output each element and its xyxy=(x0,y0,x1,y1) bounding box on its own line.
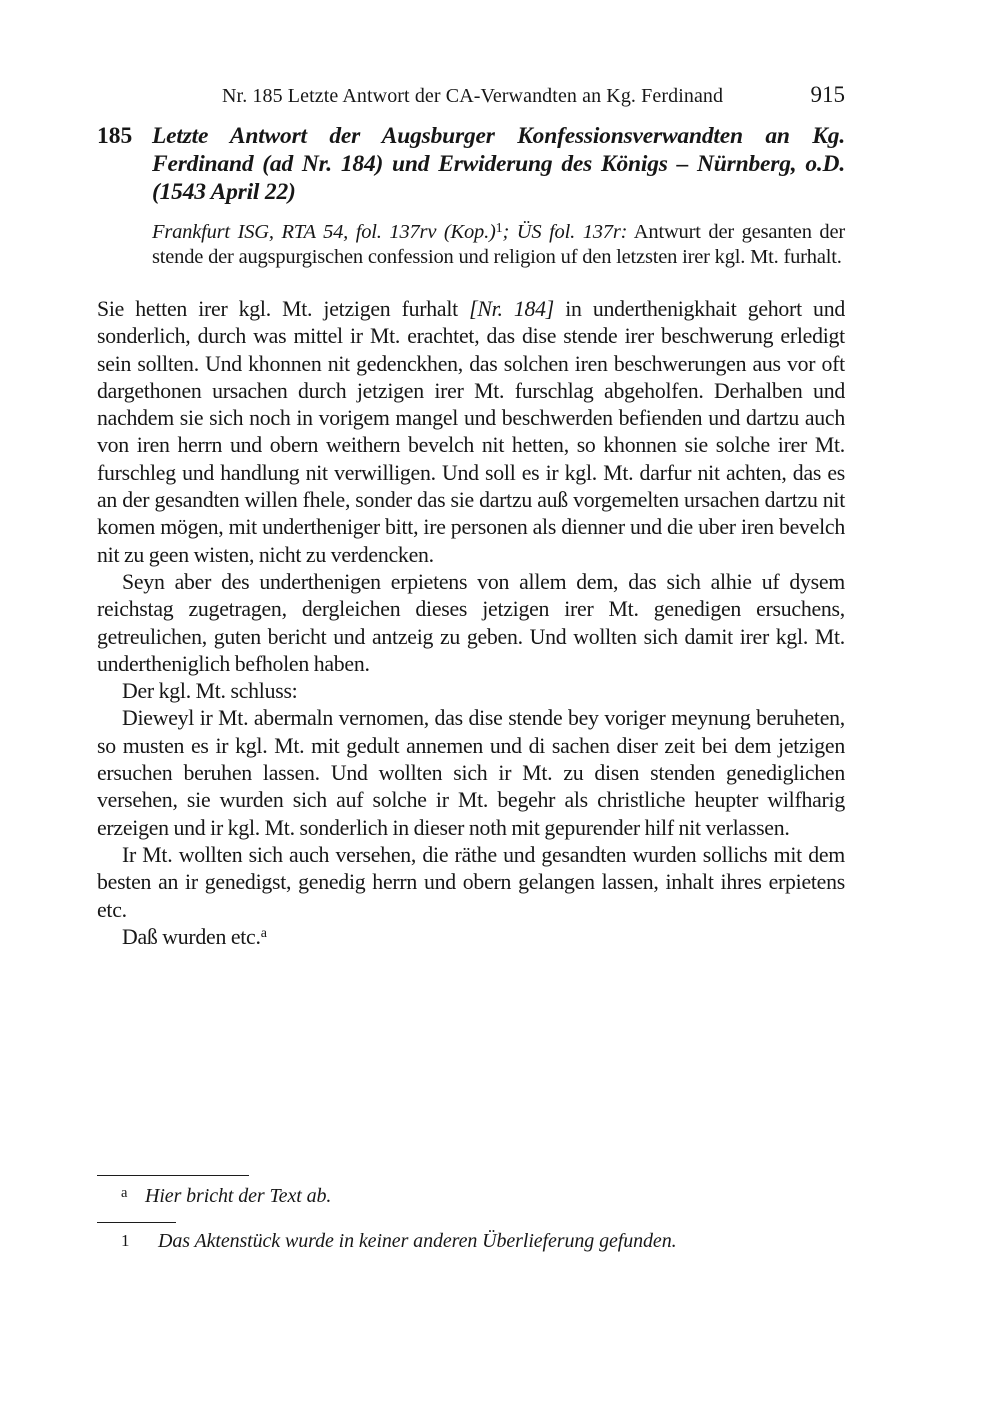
footnote-a xyxy=(97,1181,331,1208)
footnote-reference-a: a xyxy=(260,925,267,941)
document-heading xyxy=(97,122,845,206)
inline-document-reference: [Nr. 184] xyxy=(469,297,555,321)
source-note xyxy=(152,220,845,269)
footnote-1-text: Das Aktenstück wurde in keiner anderen Überlieferung gefunden. xyxy=(158,1230,677,1252)
footnote-separator-1 xyxy=(97,1222,176,1223)
footnote-a-text: Hier bricht der Text ab. xyxy=(145,1185,332,1207)
paragraph-5: Ir Mt. wollten sich auch versehen, die räthe und gesandten wurden sollichs mit dem besten an ir genedigst, genedig herrn und obern gelangen lassen, inhalt ihres erpietens etc. xyxy=(97,842,845,922)
document-title: Letzte Antwort der Augsburger Konfessionsverwandten an Kg. Ferdinand (ad Nr. 184) und Erwiderung des Königs – Nürnberg, o.D. (1543 April 22) xyxy=(152,123,845,205)
running-header xyxy=(97,82,845,108)
source-locator-rest: ; ÜS fol. 137r: xyxy=(502,221,628,243)
paragraph-1 xyxy=(97,296,845,569)
paragraph-6-text: Daß wurden etc. xyxy=(122,924,261,949)
footnote-area xyxy=(97,1168,845,1278)
document-number: 185 xyxy=(97,123,133,149)
page-number: 915 xyxy=(810,82,845,107)
footnote-1-marker: 1 xyxy=(121,1231,130,1250)
footnote-1 xyxy=(97,1229,677,1253)
paragraph-1-text-continued: in underthenigkhait gehort und sonderlich, durch was mittel ir Mt. erachtet, das dise stende irer beschwerung erledigt sein sollten. Und khonnen nit gedenckhen, das solchen iren beschwerungen aus vor oft dargethonen ursachen durch jetzigen irer Mt. furschlag abgeholfen. Derhalben und nachdem sie sich noch in vorigem mangel und beschwerden befienden und dartzu auch von iren herrn und obern weithern bevelch nit hetten, so khonnen sie solche irer Mt. furschleg und handlung nit verwilligen. Und soll es ir kgl. Mt. darfur nit achten, das es an der gesandten willen fhele, sonder das sie dartzu auß vorgemelten ursachen dartzu nit komen mögen, mit undertheniger bitt, ire personen als dienner und die uber iren bevelch nit zu geen wisten, nicht zu verdencken. xyxy=(97,297,845,567)
document-body xyxy=(97,296,845,951)
source-description: Antwurt der gesanten der stende der augspurgischen confession und religion uf den letzsten irer kgl. Mt. furhalt. xyxy=(152,221,845,268)
paragraph-2: Seyn aber des underthenigen erpietens von allem dem, das sich alhie uf dysem reichstag zugetragen, dergleichen dieses jetzigen irer Mt. genedigen ersuchens, getreulichen, guten bericht und antzeig zu geben. Und wollten sich damit irer kgl. Mt. undertheniglich befholen haben. xyxy=(97,569,845,676)
source-locator: Frankfurt ISG, RTA 54, fol. 137rv (Kop.) xyxy=(152,221,496,243)
footnote-reference-1: 1 xyxy=(495,221,503,236)
running-title: Nr. 185 Letzte Antwort der CA-Verwandten an Kg. Ferdinand xyxy=(222,85,724,107)
paragraph-1-text: Sie hetten irer kgl. Mt. jetzigen furhalt xyxy=(97,297,470,321)
paragraph-6 xyxy=(97,924,845,951)
footnote-separator-a xyxy=(97,1175,249,1176)
paragraph-3: Der kgl. Mt. schluss: xyxy=(122,679,298,704)
footnote-a-marker: a xyxy=(121,1185,128,1201)
paragraph-4: Dieweyl ir Mt. abermaln vernomen, das dise stende bey voriger meynung beruheten, so musten es ir kgl. Mt. mit gedult annemen und di sachen diser zeit bei dem jetzigen ersuchen beruhen lassen. Und wollten sich ir Mt. zu disen stenden genediglichen versehen, sie wurden sich auf solche ir Mt. begehr als christliche heupter wilfharig erzeigen und ir kgl. Mt. sonderlich in dieser noth mit gepurender hilf nit verlassen. xyxy=(97,706,845,840)
